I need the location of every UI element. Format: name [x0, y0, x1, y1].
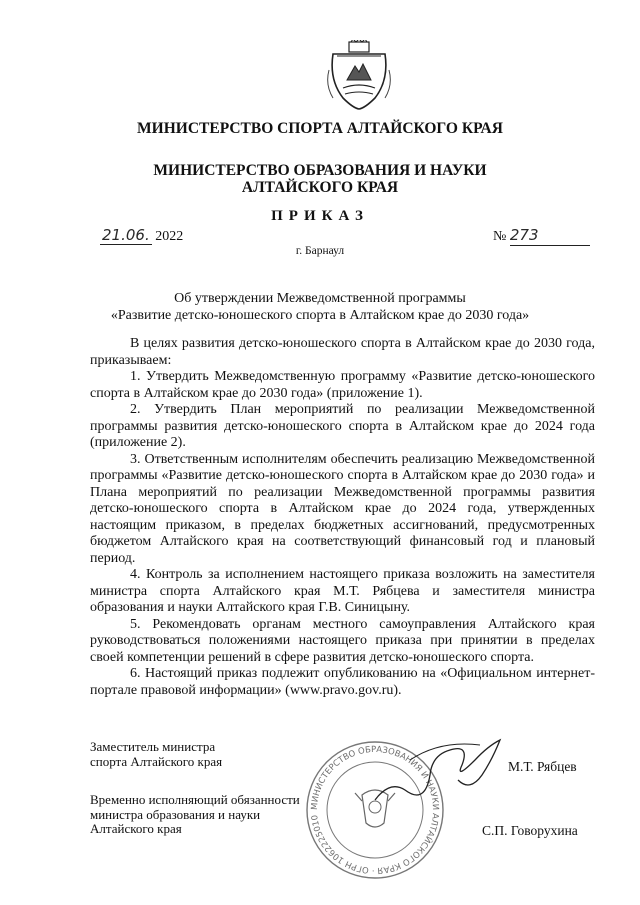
sig1-line2: спорта Алтайского края: [90, 753, 223, 769]
doc-type-title: ПРИКАЗ: [271, 208, 369, 224]
ministry-sport-heading: МИНИСТЕРСТВО СПОРТА АЛТАЙСКОГО КРАЯ: [137, 120, 503, 137]
order-number: [493, 226, 590, 246]
signatory-1-title: [90, 740, 222, 769]
clause-1-paragraph: 1. Утвердить Межведомственную программу «Развитие детско-юношеского спорта в Алтайском крае до 2030 года» (приложение 1).: [90, 369, 595, 401]
order-subject: [0, 290, 640, 324]
altai-coat-of-arms-emblem: [325, 40, 393, 110]
date-handwritten: 21.06.: [102, 226, 150, 244]
clause-6-paragraph: 6. Настоящий приказ подлежит опубликованию на «Официальном интернет-портале правовой информации» (www.pravo.gov.ru).: [90, 666, 595, 698]
city-label: г. Барнаул: [295, 245, 345, 257]
signatory-1-name: М.Т. Рябцев: [508, 759, 577, 774]
order-date: [100, 226, 183, 245]
clause-4-paragraph: 4. Контроль за исполнением настоящего приказа возложить на заместителя министра спорта Алтайского края М.Т. Рябцева и заместителя министра образования и науки Алтайского края Г.В. Синицыну.: [90, 567, 595, 615]
signatory-2-name: С.П. Говорухина: [482, 823, 578, 838]
preamble-paragraph: В целях развития детско-юношеского спорта в Алтайском крае до 2030 года, приказываем:: [90, 336, 595, 368]
subject-line2: «Развитие детско-юношеского спорта в Алтайском крае до 2030 года»: [110, 308, 530, 323]
sig2-line1: Временно исполняющий обязанности: [90, 792, 300, 807]
subject-line1: Об утверждении Межведомственной программы: [174, 291, 466, 306]
clause-5-paragraph: 5. Рекомендовать органам местного самоуправления Алтайского края руководствоваться положениями настоящего приказа при принятии в пределах своей компетенции решений в сфере развития детско-юношеского спорта.: [90, 616, 595, 665]
date-year: 2022: [155, 229, 184, 244]
ministry-education-heading: [0, 162, 640, 196]
stamp-text: МИНИСТЕРСТВО ОБРАЗОВАНИЯ И НАУКИ АЛТАЙСКОГО КРАЯ · ОГРН 1062225010: [309, 744, 441, 876]
sig2-line3: Алтайского края: [90, 821, 182, 836]
sig2-line2: министра образования и науки: [90, 806, 261, 822]
signatory-2-title: [90, 793, 300, 837]
clause-2-paragraph: 2. Утвердить План мероприятий по реализации Межведомственной программы развития детско-юношеского спорта в Алтайском крае до 2024 года (приложение 2).: [90, 402, 595, 450]
ministry-education-line1: МИНИСТЕРСТВО ОБРАЗОВАНИЯ И НАУКИ: [153, 162, 487, 179]
ministry-education-line2: АЛТАЙСКОГО КРАЯ: [241, 179, 399, 196]
number-label: №: [493, 229, 507, 244]
sig1-line1: Заместитель министра: [90, 739, 216, 754]
handwritten-signature-ryabtsev: [370, 720, 510, 810]
order-body: [90, 336, 595, 699]
clause-3-paragraph: 3. Ответственным исполнителям обеспечить реализацию Межведомственной программы «Развитие детско-юношеского спорта в Алтайском крае до 2030 года» и Плана мероприятий по реализации Межведомственной программы развития детско-юношеского спорта в Алтайском крае до 2024 года, утвержденных настоящим приказом, в пределах бюджетных ассигнований, предусмотренных бюджетом Алтайского края на соответствующий финансовый год и плановый период.: [90, 451, 595, 566]
number-handwritten: 273: [509, 226, 539, 244]
